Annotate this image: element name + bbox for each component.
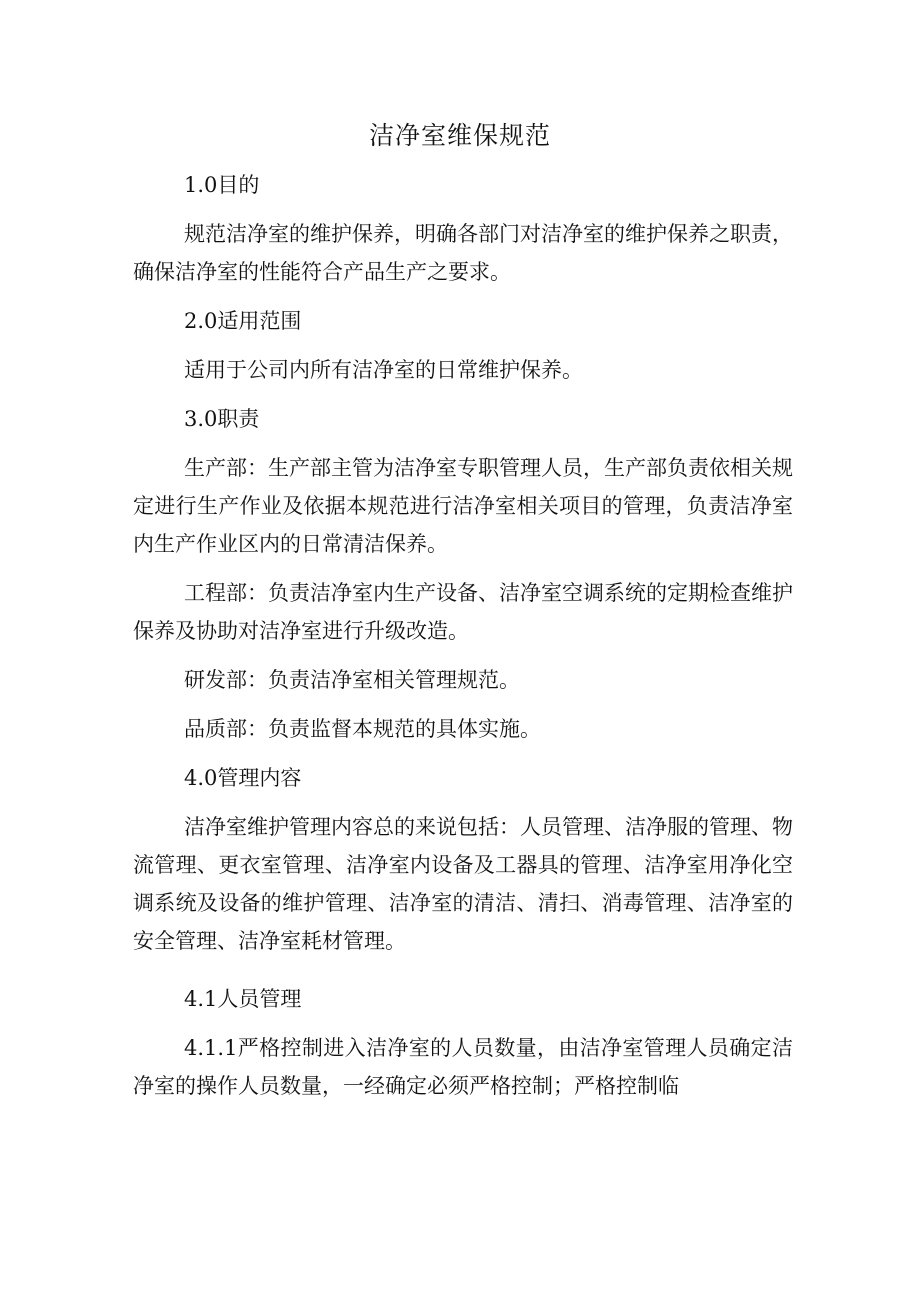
paragraph-purpose: 规范洁净室的维护保养，明确各部门对洁净室的维护保养之职责，确保洁净室的性能符合产品生产之要求。 [133, 222, 793, 284]
paragraph-quality-dept: 品质部：负责监督本规范的具体实施。 [184, 717, 541, 741]
paragraph-management-overview: 洁净室维护管理内容总的来说包括：人员管理、洁净服的管理、物流管理、更衣室管理、洁净室内设备及工器具的管理、洁净室用净化空调系统及设备的维护管理、洁净室的清洁、清扫、消毒管理、洁净室的安全管理、洁净室耗材管理。 [133, 815, 793, 953]
section-heading-personnel: 4.1人员管理 [184, 987, 302, 1011]
paragraph-production-dept: 生产部：生产部主管为洁净室专职管理人员，生产部负责依相关规定进行生产作业及依据本规范进行洁净室相关项目的管理，负责洁净室内生产作业区内的日常清洁保养。 [133, 456, 793, 556]
document-body [133, 166, 793, 1116]
section-heading-management: 4.0管理内容 [184, 766, 302, 790]
document-title: 洁净室维保规范 [368, 121, 551, 150]
paragraph-rd-dept: 研发部：负责洁净室相关管理规范。 [184, 668, 520, 692]
section-heading-scope: 2.0适用范围 [184, 309, 302, 333]
paragraph-scope: 适用于公司内所有洁净室的日常维护保养。 [184, 358, 583, 382]
paragraph-personnel-control: 4.1.1严格控制进入洁净室的人员数量，由洁净室管理人员确定洁净室的操作人员数量，一经确定必须严格控制；严格控制临 [133, 1036, 793, 1098]
section-heading-purpose: 1.0目的 [184, 173, 260, 197]
paragraph-engineering-dept: 工程部：负责洁净室内生产设备、洁净室空调系统的定期检查维护保养及协助对洁净室进行升级改造。 [133, 581, 793, 643]
section-heading-responsibilities: 3.0职责 [184, 407, 260, 431]
